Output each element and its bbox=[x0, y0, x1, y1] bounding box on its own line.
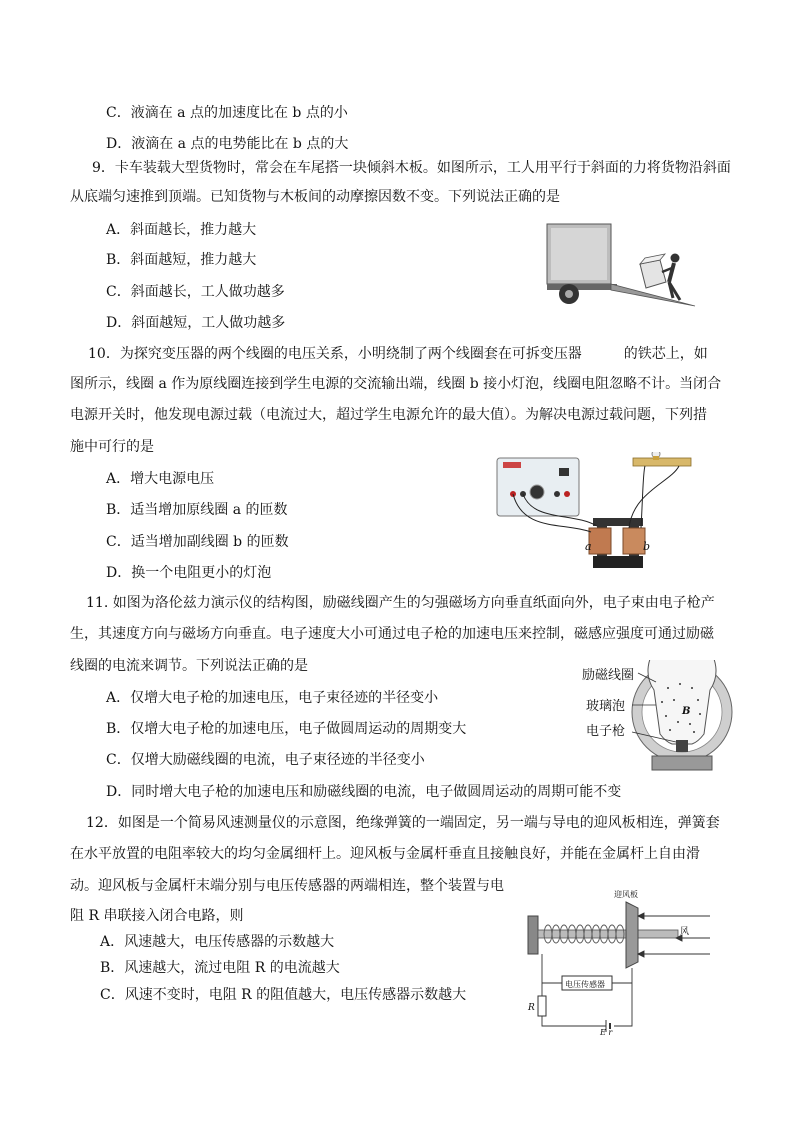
q10-stem-line-4: 施中可行的是 bbox=[70, 439, 154, 455]
q10-stem-line-3: 电源开关时，他发现电源过载（电流过大，超过学生电源允许的最大值）。为解决电源过载问题，下列措 bbox=[70, 407, 707, 423]
q10-option-c: C．适当增加副线圈 b 的匝数 bbox=[106, 534, 289, 550]
q12-stem-line-2: 在水平放置的电阻率较大的均匀金属细杆上。迎风板与金属杆垂直且接触良好，并能在金属杆上自由滑 bbox=[70, 846, 700, 862]
q12-option-b: B．风速越大，流过电阻 R 的电流越大 bbox=[100, 960, 340, 976]
q8-option-d: D．液滴在 a 点的电势能比在 b 点的大 bbox=[106, 136, 349, 152]
q12-option-c: C．风速不变时，电阻 R 的阻值越大，电压传感器示数越大 bbox=[100, 987, 467, 1003]
q9-option-a: A．斜面越长，推力越大 bbox=[106, 222, 257, 238]
q10-coil-b-label: b bbox=[643, 540, 651, 553]
q9-option-d: D．斜面越短，工人做功越多 bbox=[106, 315, 286, 331]
q10-stem-line-1: 10．为探究变压器的两个线圈的电压关系，小明绕制了两个线圈套在可拆变压器 的铁芯上，如 bbox=[88, 346, 708, 362]
q9-option-b: B．斜面越短，推力越大 bbox=[106, 252, 257, 268]
q12-Er-label: E r bbox=[600, 1028, 613, 1036]
q11-stem-line-1: 11. 如图为洛伦兹力演示仪的结构图，励磁线圈产生的匀强磁场方向垂直纸面向外，电子束由电子枪产 bbox=[86, 595, 715, 611]
q11-option-d: D．同时增大电子枪的加速电压和励磁线圈的电流，电子做圆周运动的周期可能不变 bbox=[106, 784, 622, 800]
q12-wind-label: 风 bbox=[680, 927, 690, 937]
q10-option-a: A．增大电源电压 bbox=[106, 471, 215, 487]
q12-stem-line-4: 阻 R 串联接入闭合电路，则 bbox=[70, 908, 244, 924]
q10-coil-a-label: a bbox=[585, 540, 592, 553]
q12-stem-line-3: 动。迎风板与金属杆末端分别与电压传感器的两端相连，整个装置与电 bbox=[70, 878, 504, 894]
q11-label-gun: 电子枪 bbox=[586, 724, 626, 739]
q11-label-bulb: 玻璃泡 bbox=[586, 699, 626, 714]
q12-wind-meter-figure bbox=[522, 888, 724, 1036]
q11-option-b: B．仅增大电子枪的加速电压，电子做圆周运动的周期变大 bbox=[106, 721, 467, 737]
q12-sensor-label: 电压传感器 bbox=[565, 980, 605, 989]
q12-board-label: 迎风板 bbox=[614, 890, 638, 899]
q11-option-a: A．仅增大电子枪的加速电压，电子束径迹的半径变小 bbox=[106, 690, 439, 706]
q11-stem-line-2: 生，其速度方向与磁场方向垂直。电子速度大小可通过电子枪的加速电压来控制，磁感应强度可通过励磁 bbox=[70, 626, 714, 642]
q9-option-c: C．斜面越长，工人做功越多 bbox=[106, 284, 285, 300]
q10-option-b: B．适当增加原线圈 a 的匝数 bbox=[106, 502, 288, 518]
q11-stem-line-3: 线圈的电流来调节。下列说法正确的是 bbox=[70, 658, 308, 674]
q10-transformer-figure bbox=[493, 452, 698, 582]
q11-field-B-label: B bbox=[682, 706, 691, 717]
q10-stem-line-2: 图所示，线圈 a 作为原线圈连接到学生电源的交流输出端，线圈 b 接小灯泡，线圈电阻忽略不计。当闭合 bbox=[70, 376, 722, 392]
q12-stem-line-1: 12．如图是一个简易风速测量仪的示意图，绝缘弹簧的一端固定，另一端与导电的迎风板相连，弹簧套 bbox=[86, 815, 720, 831]
q11-label-coil: 励磁线圈 bbox=[582, 668, 635, 683]
q10-option-d: D．换一个电阻更小的灯泡 bbox=[106, 565, 272, 581]
q8-option-c: C．液滴在 a 点的加速度比在 b 点的小 bbox=[106, 105, 348, 121]
q9-stem-line-1: 9．卡车装载大型货物时，常会在车尾搭一块倾斜木板。如图所示，工人用平行于斜面的力将货物沿斜面 bbox=[92, 160, 731, 176]
q11-option-c: C．仅增大励磁线圈的电流，电子束径迹的半径变小 bbox=[106, 752, 425, 768]
q12-option-a: A．风速越大，电压传感器的示数越大 bbox=[100, 934, 335, 950]
q12-R-label: R bbox=[528, 1003, 535, 1013]
q9-stem-line-2: 从底端匀速推到顶端。已知货物与木板间的动摩擦因数不变。下列说法正确的是 bbox=[70, 189, 560, 205]
q9-truck-figure bbox=[545, 220, 720, 310]
